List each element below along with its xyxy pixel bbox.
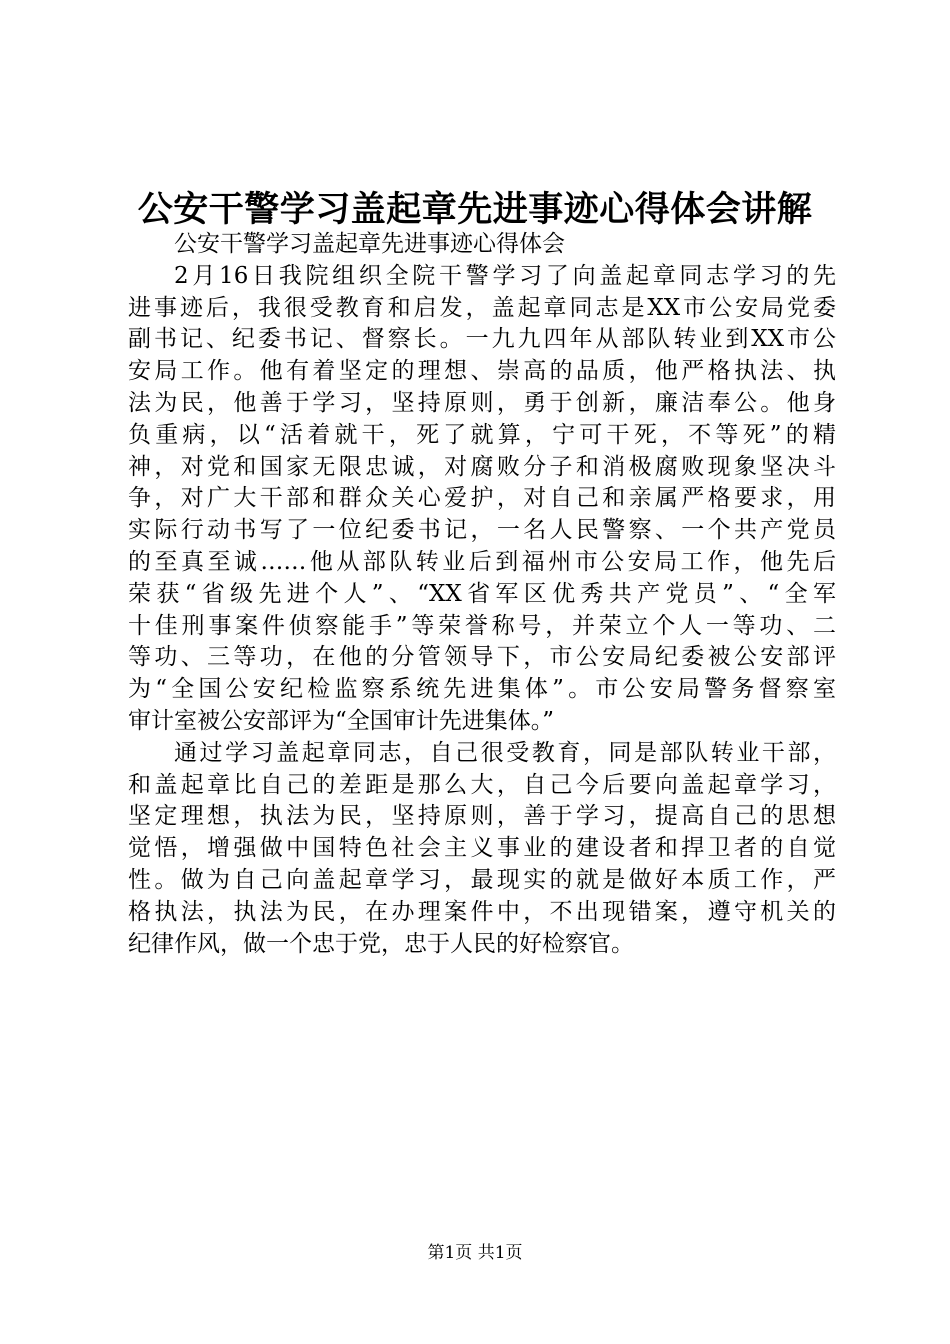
paragraph-1-line: 争，对广大干部和群众关心爱护，对自己和亲属严格要求，用 [128, 485, 836, 512]
paragraph-1-line: 十佳刑事案件侦察能手”等荣誉称号，并荣立个人一等功、二 [128, 612, 836, 639]
paragraph-1-line: 负重病，以“活着就干，死了就算，宁可干死，不等死”的精 [128, 421, 836, 448]
paragraph-2-line: 纪律作风，做一个忠于党，忠于人民的好检察官。 [128, 930, 634, 957]
paragraph-2-line: 坚定理想，执法为民，坚持原则，善于学习，提高自己的思想 [128, 803, 836, 830]
paragraph-1-line: 安局工作。他有着坚定的理想、崇高的品质，他严格执法、执 [128, 358, 836, 385]
paragraph-1-line: 荣获“省级先进个人”、“XX省军区优秀共产党员”、“全军 [128, 580, 836, 607]
paragraph-2 [128, 738, 836, 961]
paragraph-2-line: 通过学习盖起章同志，自己很受教育，同是部队转业干部， [174, 739, 836, 766]
page-footer: 第1页 共1页 [427, 1243, 523, 1263]
paragraph-2-line: 格执法，执法为民，在办理案件中，不出现错案，遵守机关的 [128, 898, 836, 925]
paragraph-1-line: 为“全国公安纪检监察系统先进集体”。市公安局警务督察室 [128, 676, 836, 703]
paragraph-1-line: 神，对党和国家无限忠诚，对腐败分子和消极腐败现象坚决斗 [128, 453, 836, 480]
paragraph-1-line: 2月16日我院组织全院干警学习了向盖起章同志学习的先 [174, 262, 836, 289]
paragraph-1-line: 等功、三等功，在他的分管领导下，市公安局纪委被公安部评 [128, 644, 836, 671]
paragraph-1-line: 副书记、纪委书记、督察长。一九九四年从部队转业到XX市公 [128, 326, 836, 353]
document-title: 公安干警学习盖起章先进事迹心得体会讲解 [137, 189, 813, 230]
paragraph-1-line: 进事迹后，我很受教育和启发，盖起章同志是XX市公安局党委 [128, 294, 836, 321]
document-body [128, 229, 836, 960]
paragraph-1-line: 实际行动书写了一位纪委书记，一名人民警察、一个共产党员 [128, 517, 836, 544]
paragraph-2-line: 觉悟，增强做中国特色社会主义事业的建设者和捍卫者的自觉 [128, 835, 836, 862]
paragraph-1 [128, 261, 836, 738]
paragraph-2-line: 性。做为自己向盖起章学习，最现实的就是做好本质工作，严 [128, 866, 836, 893]
paragraph-1-line: 法为民，他善于学习，坚持原则，勇于创新，廉洁奉公。他身 [128, 389, 836, 416]
paragraph-1-line: 审计室被公安部评为“全国审计先进集体。” [128, 707, 555, 734]
paragraph-1-line: 的至真至诚……他从部队转业后到福州市公安局工作，他先后 [128, 548, 836, 575]
document-subtitle: 公安干警学习盖起章先进事迹心得体会 [174, 231, 565, 257]
paragraph-2-line: 和盖起章比自己的差距是那么大，自己今后要向盖起章学习， [128, 771, 836, 798]
